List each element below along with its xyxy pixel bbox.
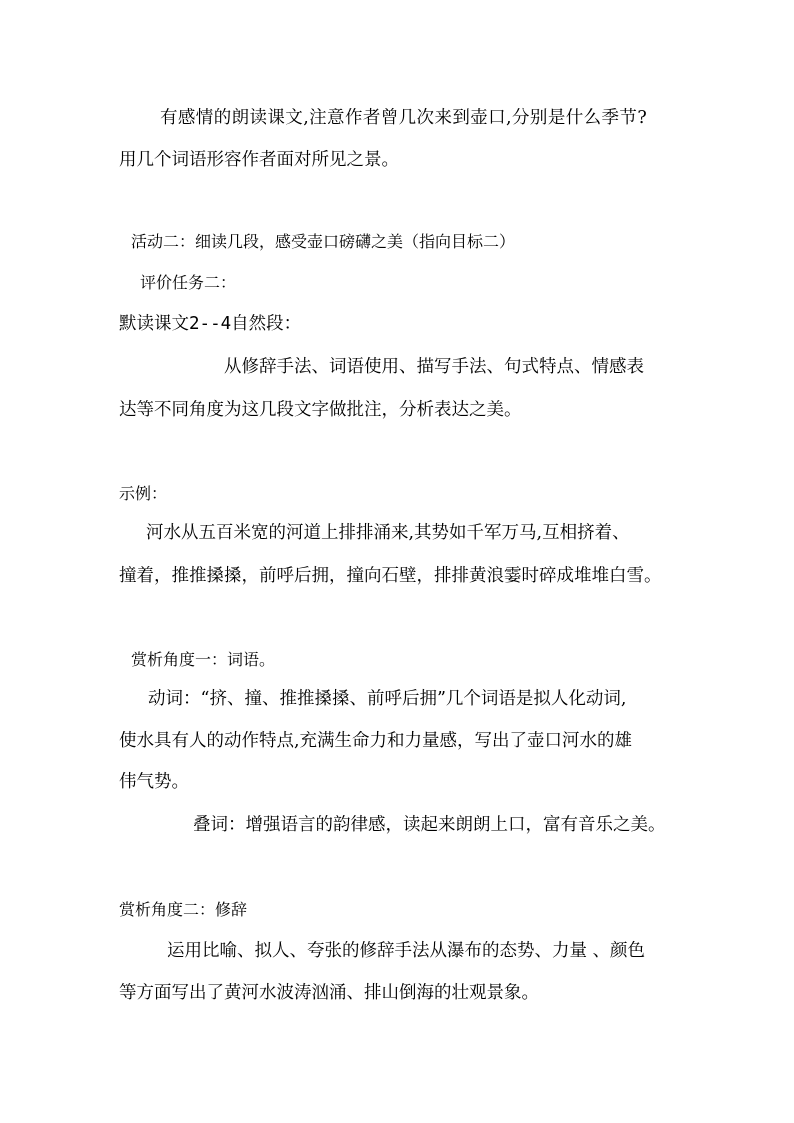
silent-reading-instruction: [119, 312, 301, 336]
example-label: 示例：: [119, 484, 168, 503]
activity-two-heading: 活动二：细读几段，感受壶口磅礴之美（指向目标二）: [131, 232, 516, 251]
annotate-line-1: 从修辞手法、词语使用、描写手法、句式特点、情感表: [224, 357, 644, 377]
instruction-suffix: 自然段：: [231, 314, 302, 334]
example-text-line-2: 撞着，推推搡搡，前呼后拥，撞向石壁，排排黄浪霎时碎成堆堆白雪。: [119, 566, 662, 586]
instruction-prefix: 默读课文: [119, 314, 189, 334]
intro-line-2: 用几个词语形容作者面对所见之景。: [119, 150, 399, 170]
verbs-analysis-line-3: 伟气势。: [119, 772, 189, 792]
example-text-line-1: 河水从五百米宽的河道上排排涌来,其势如千军万马,互相挤着、: [146, 523, 630, 543]
rhetoric-analysis-line-1: 运用比喻、拟人、夸张的修辞手法从瀑布的态势、力量 、颜色: [167, 941, 646, 961]
evaluation-task-label: 评价任务二：: [140, 273, 237, 292]
intro-line-1: 有感情的朗读课文,注意作者曾几次来到壶口,分别是什么季节?: [160, 108, 648, 128]
rhetoric-analysis-line-2: 等方面写出了黄河水波涛汹涌、排山倒海的壮观景象。: [119, 983, 539, 1003]
reduplication-analysis: 叠词：增强语言的韵律感，读起来朗朗上口，富有音乐之美。: [193, 815, 666, 835]
verbs-analysis-line-1: 动词：“挤、撞、推推搡搡、前呼后拥”几个词语是拟人化动词,: [148, 689, 627, 709]
angle-two-heading: 赏析角度二：修辞: [119, 900, 248, 919]
annotate-line-2: 达等不同角度为这几段文字做批注，分析表达之美。: [119, 400, 522, 420]
verbs-analysis-line-2: 使水具有人的动作特点,充满生命力和力量感，写出了壶口河水的雄: [119, 731, 633, 751]
angle-one-heading: 赏析角度一：词语。: [131, 650, 276, 669]
instruction-range: 2--4: [189, 314, 232, 334]
